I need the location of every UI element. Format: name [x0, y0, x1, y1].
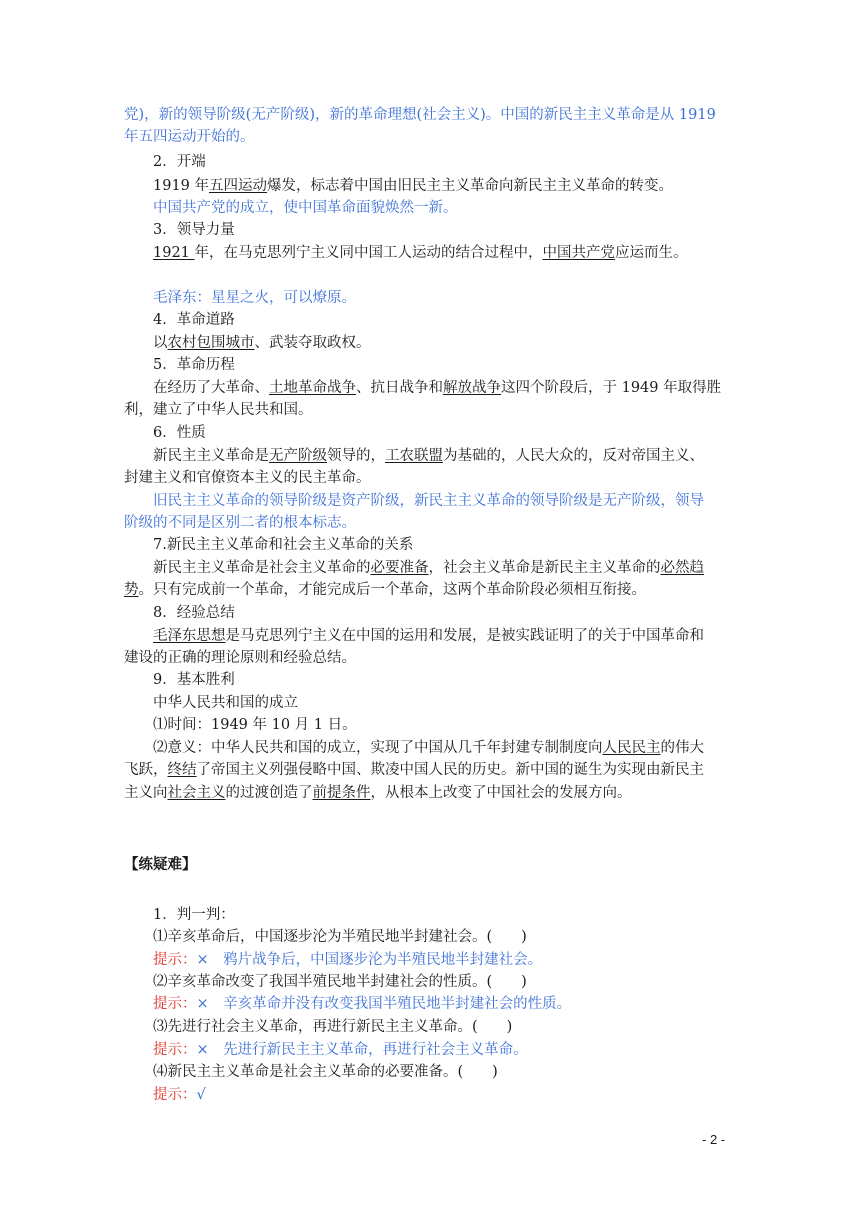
text: 是马克思列宁主义在中国的运用和发展，是被实践证明了的关于中国革命和 — [225, 628, 704, 644]
hint-label: 提示： — [153, 1042, 197, 1058]
question-item: ⑴辛亥革命后，中国逐步沦为半殖民地半封建社会。( ) — [153, 929, 527, 945]
underlined-term: 无产阶级 — [269, 448, 327, 464]
underlined-term: 势 — [124, 582, 139, 598]
section-heading: 9．基本胜利 — [153, 672, 235, 688]
underlined-term: 五四运动 — [209, 178, 268, 194]
hint-text: √ — [196, 1087, 206, 1103]
answer-hint — [153, 950, 542, 970]
note-line: 旧民主主义革命的领导阶级是资产阶级，新民主主义革命的领导阶级是无产阶级，领导 — [153, 493, 704, 509]
text: 为基础的，人民大众的，反对帝国主义、 — [443, 448, 704, 464]
paragraph-line — [153, 378, 721, 398]
text: ，社会主义革命是新民主主义革命的 — [428, 560, 661, 576]
underlined-term: 1921 — [153, 245, 195, 261]
hint-label: 提示： — [153, 996, 197, 1012]
text: 在经历了大革命、 — [153, 380, 269, 396]
paragraph-line — [153, 626, 704, 646]
question-item: ⑶先进行社会主义革命，再进行新民主主义革命。( ) — [153, 1019, 513, 1035]
underlined-term: 工农联盟 — [385, 448, 443, 464]
text: 新民主主义革命是 — [153, 448, 269, 464]
question-item: ⑵辛亥革命改变了我国半殖民地半封建社会的性质。( ) — [153, 974, 527, 990]
sub-heading: 中华人民共和国的成立 — [153, 695, 298, 711]
answer-hint — [153, 1085, 206, 1105]
paragraph-line: 封建主义和官僚资本主义的民主革命。 — [124, 470, 371, 486]
section-heading: 5．革命历程 — [153, 357, 235, 373]
note-line: 中国共产党的成立，使中国革命面貌焕然一新。 — [153, 200, 458, 216]
section-heading: 4．革命道路 — [153, 312, 235, 328]
answer-hint — [153, 994, 571, 1014]
paragraph-line — [153, 738, 704, 758]
underlined-term: 必要准备 — [370, 560, 429, 576]
text: 。只有完成前一个革命，才能完成后一个革命，这两个革命阶段必须相互衔接。 — [138, 582, 646, 598]
text: 的伟大 — [660, 740, 704, 756]
text: 应运而生。 — [615, 245, 688, 261]
text: ⑵意义：中华人民共和国的成立，实现了中国从几千年封建专制制度向 — [153, 740, 603, 756]
practice-title: 【练疑难】 — [124, 857, 197, 873]
text: 爆发，标志着中国由旧民主主义革命向新民主主义革命的转变。 — [267, 178, 674, 194]
paragraph-line — [124, 580, 646, 600]
paragraph-line: ⑴时间：1949 年 10 月 1 日。 — [153, 717, 357, 733]
section-heading: 6．性质 — [153, 425, 206, 441]
hint-label: 提示： — [153, 952, 197, 968]
underlined-term: 必然趋 — [660, 560, 704, 576]
paragraph-line — [124, 105, 716, 125]
text: 党)，新的领导阶级(无产阶级)，新的革命理想(社会主义)。中国的新民主主义革命是从 1919 — [124, 107, 716, 123]
text: 这四个阶段后，于 1949 年取得胜 — [501, 380, 722, 396]
underlined-term: 毛泽东思想 — [153, 628, 226, 644]
section-heading: 8．经验总结 — [153, 605, 235, 621]
hint-text: × 辛亥革命并没有改变我国半殖民地半封建社会的性质。 — [196, 996, 572, 1012]
text: 新民主主义革命是社会主义革命的 — [153, 560, 371, 576]
underlined-term: 前提条件 — [312, 785, 371, 801]
hint-label: 提示： — [153, 1087, 197, 1103]
paragraph-line — [124, 127, 255, 147]
question-intro: 1．判一判： — [153, 907, 235, 923]
text: 主义向 — [124, 785, 168, 801]
paragraph-line: 建设的正确的理论原则和经验总结。 — [124, 650, 356, 666]
section-heading: 7.新民主主义革命和社会主义革命的关系 — [153, 537, 414, 553]
paragraph-line — [153, 176, 673, 196]
text: 1919 年 — [153, 178, 210, 194]
underlined-term: 人民民主 — [602, 740, 661, 756]
answer-hint — [153, 1040, 528, 1060]
hint-text: × 先进行新民主主义革命，再进行社会主义革命。 — [196, 1042, 528, 1058]
underlined-term: 终结 — [167, 762, 197, 778]
text: 的过渡创造了 — [225, 785, 313, 801]
underlined-term: 解放战争 — [443, 380, 501, 396]
hint-text: × 鸦片战争后，中国逐步沦为半殖民地半封建社会。 — [196, 952, 543, 968]
note-line: 阶级的不同是区别二者的根本标志。 — [124, 515, 356, 531]
text: 年五四运动开始的。 — [124, 129, 255, 145]
underlined-term: 中国共产党 — [542, 245, 616, 261]
paragraph-line — [153, 558, 704, 578]
underlined-term: 社会主义 — [167, 785, 226, 801]
text: 飞跃， — [124, 762, 168, 778]
text: 以 — [153, 335, 168, 351]
paragraph-line — [124, 760, 704, 780]
section-heading: 2．开端 — [153, 154, 206, 170]
paragraph-line — [153, 243, 688, 263]
paragraph-line — [153, 333, 371, 353]
text: 、抗日战争和 — [356, 380, 443, 396]
paragraph-line — [124, 783, 632, 803]
text: ，从根本上改变了中国社会的发展方向。 — [370, 785, 632, 801]
text: 领导的， — [327, 448, 385, 464]
text: 、武装夺取政权。 — [254, 335, 371, 351]
text: 年，在马克思列宁主义同中国工人运动的结合过程中， — [194, 245, 543, 261]
text: 了帝国主义列强侵略中国、欺凌中国人民的历史。新中国的诞生为实现由新民主 — [196, 762, 704, 778]
question-item: ⑷新民主主义革命是社会主义革命的必要准备。( ) — [153, 1064, 498, 1080]
paragraph-line — [153, 446, 704, 466]
paragraph-line: 利，建立了中华人民共和国。 — [124, 402, 313, 418]
section-heading: 3．领导力量 — [153, 222, 235, 238]
underlined-term: 农村包围城市 — [167, 335, 255, 351]
note-line: 毛泽东：星星之火，可以燎原。 — [153, 290, 356, 306]
page-number: - 2 - — [702, 1132, 726, 1147]
underlined-term: 土地革命战争 — [269, 380, 356, 396]
